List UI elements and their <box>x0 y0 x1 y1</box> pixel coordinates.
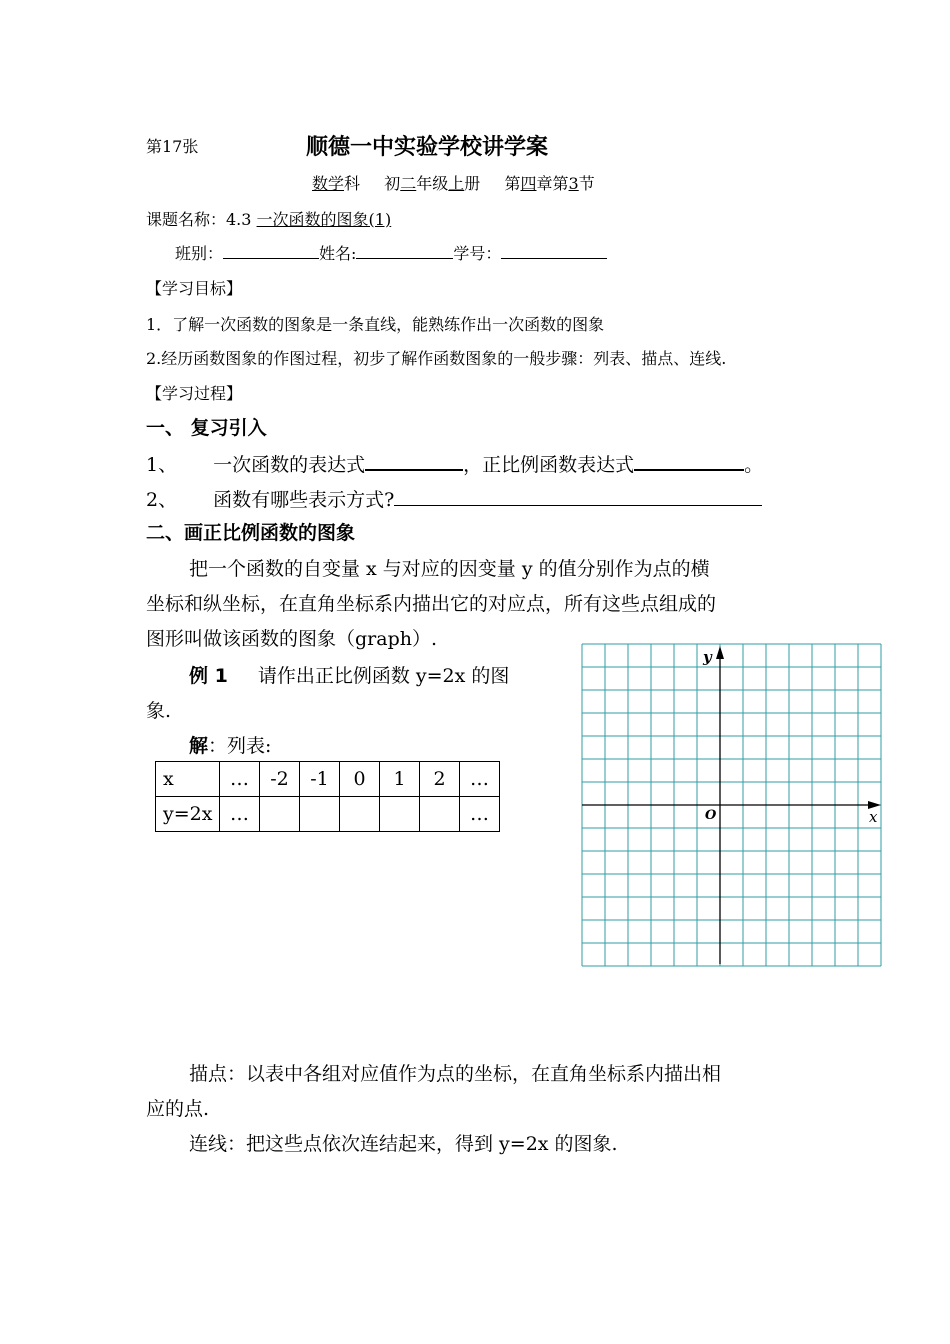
definition-line-1: 把一个函数的自变量 x 与对应的因变量 y 的值分别作为点的横 <box>189 558 710 580</box>
y-axis-label: y <box>703 648 712 666</box>
section-number: 3 <box>568 174 579 193</box>
student-info: 班别： 姓名: 学号： <box>175 241 607 264</box>
question-1: 1、 一次函数的表达式 ，正比例函数表达式 。 <box>146 454 764 476</box>
plot-step-line-1: 描点：以表中各组对应值作为点的坐标，在直角坐标系内描出相 <box>189 1063 722 1085</box>
representation-blank[interactable] <box>394 504 762 506</box>
connect-step-line: 连线：把这些点依次连结起来，得到 y=2x 的图象. <box>189 1133 618 1155</box>
table-cell: -2 <box>260 762 300 797</box>
table-row <box>156 797 500 832</box>
table-cell: x <box>156 762 220 797</box>
table-answer-cell[interactable] <box>420 797 460 832</box>
process-heading: 【学习过程】 <box>146 384 243 403</box>
subject-name: 数学 <box>312 174 345 193</box>
topic-name: 一次函数的图象(1) <box>256 210 392 229</box>
student-id-field[interactable] <box>501 257 607 259</box>
course-meta: 数学科 初二年级上册 第四章第3节 <box>312 174 595 193</box>
x-axis-label: x <box>869 808 878 826</box>
table-cell: … <box>460 797 500 832</box>
chapter-number: 四 <box>520 174 537 193</box>
class-field[interactable] <box>223 257 319 259</box>
topic-line: 课题名称：4.3 一次函数的图象(1) <box>146 210 392 229</box>
solution-label: 解 <box>189 735 209 757</box>
volume-name: 上 <box>448 174 465 193</box>
table-cell: … <box>220 797 260 832</box>
definition-line-2: 坐标和纵坐标，在直角坐标系内描出它的对应点，所有这些点组成的 <box>146 593 717 615</box>
table-cell: -1 <box>300 762 340 797</box>
proportional-expression-blank[interactable] <box>634 469 744 471</box>
table-answer-cell[interactable] <box>260 797 300 832</box>
goals-heading: 【学习目标】 <box>146 279 243 298</box>
table-cell: y=2x <box>156 797 220 832</box>
table-row <box>156 762 500 797</box>
table-answer-cell[interactable] <box>340 797 380 832</box>
example-line-2: 象. <box>146 700 172 722</box>
grade-number: 二 <box>400 174 417 193</box>
goal-item: 1．了解一次函数的图象是一条直线，能熟练作出一次函数的图象 <box>146 315 605 334</box>
coordinate-grid <box>580 642 884 968</box>
section1-title: 一、 复习引入 <box>146 417 267 439</box>
general-expression-blank[interactable] <box>365 469 463 471</box>
table-cell: 1 <box>380 762 420 797</box>
table-cell: 0 <box>340 762 380 797</box>
origin-label: O <box>705 808 717 823</box>
table-cell: … <box>220 762 260 797</box>
value-table <box>155 761 500 832</box>
sheet-number: 第17张 <box>146 137 199 156</box>
table-cell: … <box>460 762 500 797</box>
solution-line: 解：列表: <box>189 735 272 757</box>
plot-step-line-2: 应的点. <box>146 1098 210 1120</box>
name-field[interactable] <box>356 257 453 259</box>
question-2: 2、 函数有哪些表示方式? <box>146 485 762 512</box>
table-cell: 2 <box>420 762 460 797</box>
school-title: 顺德一中实验学校讲学案 <box>306 135 549 160</box>
example-label: 例 1 <box>189 665 228 687</box>
y-axis-arrow <box>716 646 724 659</box>
example-line-1: 例 1 请作出正比例函数 y=2x 的图 <box>189 665 510 687</box>
section2-title: 二、画正比例函数的图象 <box>146 522 356 544</box>
table-answer-cell[interactable] <box>300 797 340 832</box>
table-answer-cell[interactable] <box>380 797 420 832</box>
definition-line-3: 图形叫做该函数的图象（graph）. <box>146 628 438 650</box>
goal-item: 2.经历函数图象的作图过程，初步了解作函数图象的一般步骤：列表、描点、连线. <box>146 349 727 368</box>
